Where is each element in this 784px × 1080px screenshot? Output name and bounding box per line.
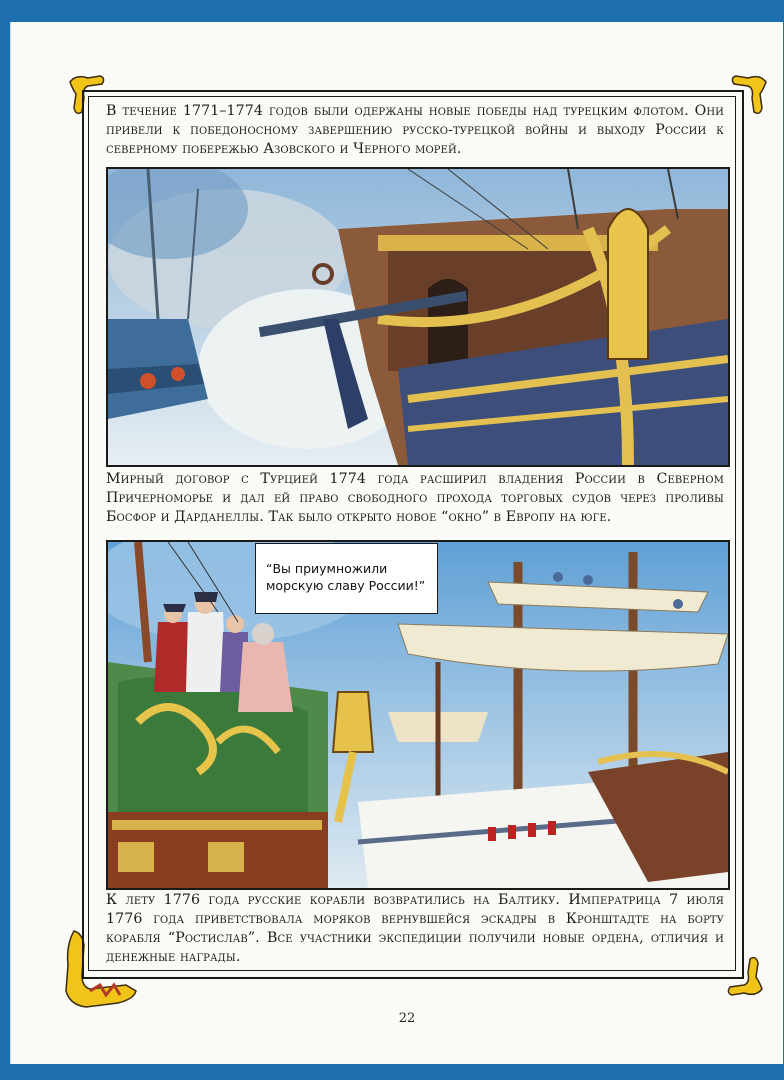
paragraph-3: К лету 1776 года русские корабли возвратились на Балтику. Императрица 7 июля 1776 года приветствовала моряков вернувшейся эскадры в Кронштадте на борту корабля “Ростислав”. Все участники экспедиции получили новые ордена, отличия и денежные награды. (106, 892, 724, 965)
illustration-naval-battle (106, 167, 730, 467)
speech-bubble-line-2: морскую славу России!” (266, 578, 426, 593)
page-number: 22 (398, 1011, 416, 1026)
paragraph-2: Мирный договор с Турцией 1774 года расширил владения России в Северном Причерноморье и дал ей право свободного прохода торговых судов через проливы Босфор и Дарданеллы. Так было открыто новое “окно” в Европу на юге. (106, 471, 724, 525)
speech-bubble-line-1: “Вы приумножили (266, 561, 388, 576)
speech-bubble (255, 543, 438, 614)
paragraph-1: В течение 1771–1774 годов были одержаны новые победы над турецким флотом. Они привели к победоносному завершению русско-турецкой войны и выходу России к северному побережью Азовского и Черного морей. (106, 103, 724, 157)
